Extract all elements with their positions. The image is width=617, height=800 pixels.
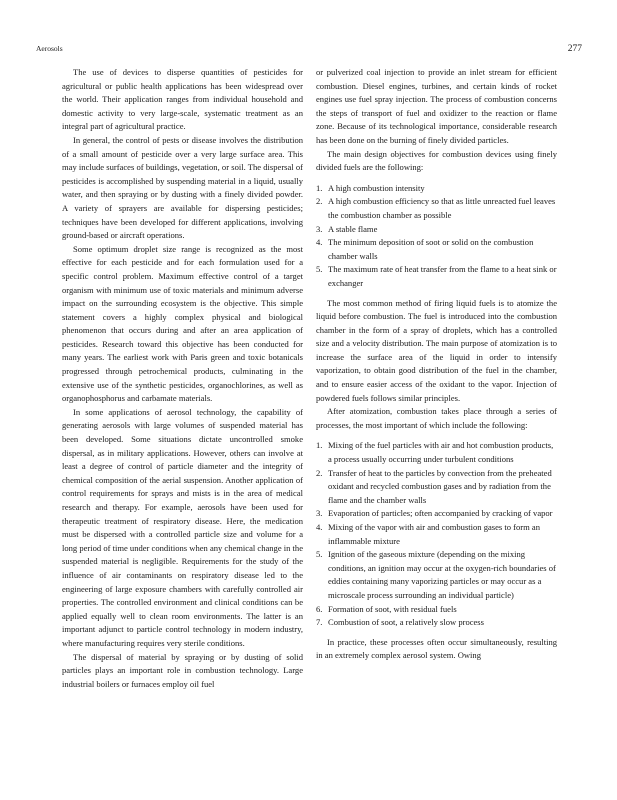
- paragraph: or pulverized coal injection to provide an inlet stream for efficient combustion. Diesel engines, turbines, and certain kinds of rocket engines use fuel spray injection. The process of combustion concerns the steps of transport of fuel and oxidizer to the reaction or flame zone. Because of its technological importance, considerable research has been done on the burning of finely divided particles.: [316, 67, 557, 145]
- list-item-text: A high combustion efficiency so that as little unreacted fuel leaves the combustion chamber as possible: [328, 196, 556, 220]
- objectives-list: [316, 182, 557, 291]
- list-item-number: 3.: [316, 508, 323, 519]
- list-item: [316, 507, 557, 521]
- list-item-number: 5.: [316, 549, 323, 560]
- list-item: [316, 182, 557, 196]
- running-head-title: Aerosols: [36, 44, 63, 53]
- paragraph: The dispersal of material by spraying or by dusting of solid particles plays an important role in combustion technology. Large industrial boilers or furnaces employ oil fuel: [62, 651, 303, 689]
- right-column: [316, 66, 557, 663]
- left-column: [62, 66, 303, 691]
- list-item: [316, 263, 557, 290]
- list-item-number: 2.: [316, 467, 323, 478]
- list-item-number: 4.: [316, 522, 323, 532]
- paragraph: The most common method of firing liquid fuels is to atomize the liquid before combustion. The fuel is introduced into the combustion chamber in the form of a spray of droplets, which has a controlled size and a velocity distribution. The main purpose of atomization is to increase the surface area of the liquid in order to intensify vaporization, to obtain good distribution of the fuel in the chamber, and to ensure easier access of the oxidant to the vapor. Injection of powdered fuels follows similar principles.: [316, 297, 557, 403]
- list-item-number: 4.: [316, 237, 323, 248]
- list-item-text: Ignition of the gaseous mixture (depending on the mixing conditions, an ignition may occur at the oxygen-rich boundaries of eddies containing many vaporizing particles or may occur as a microscale process surrounding an individual particle): [328, 549, 556, 600]
- list-item-text: The minimum deposition of soot or solid on the combustion chamber walls: [328, 237, 534, 261]
- list-item-number: 5.: [316, 264, 323, 275]
- page-number: 277: [567, 44, 582, 54]
- list-item-number: 2.: [316, 196, 323, 207]
- list-item: [316, 236, 557, 263]
- list-item-text: Mixing of the vapor with air and combustion gases to form an inflammable mixture: [328, 522, 540, 546]
- list-item: [316, 467, 557, 508]
- list-item-text: Mixing of the fuel particles with air and hot combustion products, a process usually occurring under turbulent conditions: [328, 440, 554, 465]
- paragraph: In general, the control of pests or disease involves the distribution of a small amount of pesticide over a very large surface area. This may include surfaces of buildings, vegetation, or soil. The dispersal of pesticides is accomplished by suspending material in a liquid, usually water, and then spraying or by dusting with a finely divided powder. A variety of sprayers are available for dispersing pesticides; techniques have been developed for different applications, involving ground-based or aircraft operations.: [62, 134, 303, 241]
- paragraph: In some applications of aerosol technology, the capability of generating aerosols with large volumes of suspended material has been developed. Some situations dictate uncontrolled smoke dispersal, as in military applications. However, others can involve at least a degree of control of particle diameter and the integrity of chemical composition of the aerial suspension. Another application of control requirements for sprays and mists is in the area of medical research and therapy. For example, aerosols have been used for therapeutic treatment of respiratory disease. Here, the medication must be dispersed with a controlled particle size and volume for a long period of time under conditions when any chemical change in the suspended material is negligible. Requirements for the study of the influence of air contaminants on respiratory disease led to the engineering of large exposure chambers with carefully controlled air properties. The controlled environment and clinical conditions can be applied equally well to clean room environments. The latter is an important adjunct to particle control technology in modern industry, where manufacturing requires very sterile conditions.: [62, 406, 303, 648]
- list-item: [316, 223, 557, 237]
- paragraph: The main design objectives for combustion devices using finely divided fuels are the following:: [316, 148, 557, 173]
- list-item-text: A high combustion intensity: [328, 182, 425, 193]
- list-item-number: 1.: [316, 440, 323, 451]
- paragraph: After atomization, combustion takes place through a series of processes, the most important of which include the following:: [316, 406, 557, 430]
- list-item: [316, 439, 557, 466]
- list-item: [316, 616, 557, 630]
- list-item-text: A stable flame: [328, 223, 378, 234]
- list-item-text: Evaporation of particles; often accompanied by cracking of vapor: [328, 508, 553, 519]
- paragraph: In practice, these processes often occur simultaneously, resulting in an extremely complex aerosol system. Owing: [316, 636, 557, 661]
- paragraph: Some optimum droplet size range is recognized as the most effective for each pesticide and for each formulation used for a specific control problem. Maximum effective control of a target organism with minimum use of toxic materials and minimum adverse impact on the surrounding ecosystem is the objective. This simple statement covers a highly complex physical and biological phenomenon that occurs during and after an area application of pesticides. Research toward this objective has been conducted for many years. The earliest work with Paris green and toxic botanicals progressed through petrochemical products, culminating in the extensive use of the synthetic pesticides, organochlorines, as well as organophosphorus and carbamate materials.: [62, 243, 303, 404]
- list-item-number: 3.: [316, 223, 323, 234]
- list-item-text: The maximum rate of heat transfer from the flame to a heat sink or exchanger: [328, 264, 557, 288]
- list-item: [316, 521, 557, 548]
- list-item-text: Combustion of soot, a relatively slow process: [328, 617, 484, 628]
- processes-list: [316, 439, 557, 629]
- list-item: [316, 195, 557, 222]
- list-item-text: Transfer of heat to the particles by convection from the preheated oxidant and recycled combustion gases and by radiation from the flame and the chamber walls: [328, 467, 552, 505]
- paragraph: The use of devices to disperse quantities of pesticides for agricultural or public health applications has been widespread over the world. Their application ranges from individual household and domestic activity to very large-scale, systematic treatment as an integral part of agricultural practice.: [62, 67, 303, 132]
- list-item-number: 7.: [316, 617, 323, 628]
- list-item: [316, 603, 557, 617]
- list-item-text: Formation of soot, with residual fuels: [328, 603, 457, 614]
- list-item-number: 1.: [316, 182, 323, 193]
- running-header: [36, 42, 582, 56]
- list-item: [316, 548, 557, 602]
- list-item-number: 6.: [316, 603, 323, 614]
